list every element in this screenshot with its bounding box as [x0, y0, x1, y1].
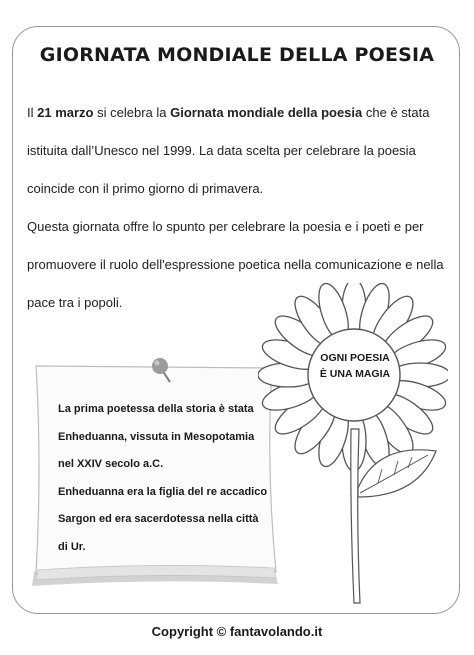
note-line: Sargon ed era sacerdotessa nella città — [58, 513, 259, 525]
note-line: nel XXIV secolo a.C. — [58, 458, 164, 470]
intro-paragraph-2: Questa giornata offre lo spunto per celebrare la poesia e i poeti e per promuovere il ruolo dell'espressione poetica nella comunicazione e nella pace tra i popoli. — [27, 219, 444, 310]
copyright-footer: Copyright © fantavolando.it — [151, 624, 323, 639]
intro-paragraph-1: Il 21 marzo si celebra la Giornata mondiale della poesia che è stata istituita dall’Unesco nel 1999. La data scelta per celebrare la poesia coincide con il primo giorno di primavera. — [27, 105, 430, 196]
flower-caption — [300, 350, 410, 382]
flower-stem — [351, 429, 360, 603]
daisy-flower-icon — [258, 283, 448, 613]
note-line: di Ur. — [58, 540, 86, 553]
note-line: Enheduanna era la figlia del re accadico — [58, 485, 268, 498]
intro-date: 21 marzo — [37, 105, 94, 120]
note-line: La prima poetessa della storia è stata — [58, 403, 254, 415]
flower-caption-line: OGNI POESIA — [320, 352, 390, 364]
note-line: Enheduanna, vissuta in Mesopotamia — [58, 430, 255, 443]
flower-caption-line: È UNA MAGIA — [319, 368, 391, 380]
intro-event-name: Giornata mondiale della poesia — [170, 105, 363, 120]
page-title: GIORNATA MONDIALE DELLA POESIA — [39, 44, 435, 66]
pin-icon — [152, 358, 168, 374]
